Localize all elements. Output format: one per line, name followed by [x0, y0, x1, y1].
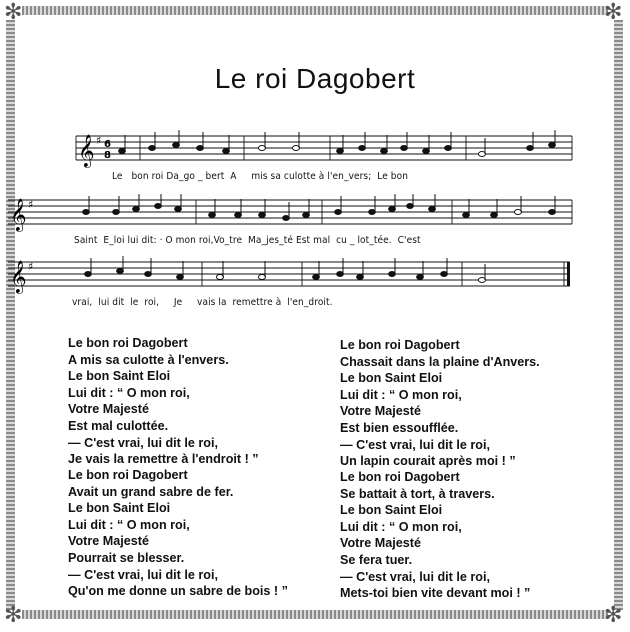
- verse-line: — C'est vrai, lui dit le roi,: [68, 567, 218, 582]
- verse-line: Lui dit : “ O mon roi,: [68, 517, 190, 532]
- verse-line: Votre Majesté: [68, 534, 149, 549]
- music-staff-2: [0, 194, 630, 236]
- verse-line: Qu'on me donne un sabre de bois ! ”: [68, 584, 288, 599]
- verse-line: — C'est vrai, lui dit le roi,: [340, 437, 490, 452]
- notes-staff-2: [83, 194, 556, 221]
- sharp-icon: ♯: [28, 260, 34, 273]
- right-border: [614, 20, 623, 610]
- verse-line: Je vais la remettre à l'endroit ! ”: [68, 452, 259, 467]
- music-staff-3: [0, 256, 630, 298]
- verse-line: Le bon roi Dagobert: [68, 468, 188, 482]
- verse-line: Pourrait se blesser.: [68, 550, 185, 565]
- verse-line: A mis sa culotte à l'envers.: [68, 352, 229, 367]
- lyrics-line-2: Saint E_loi lui dit: · O mon roi,Vo_tre Ma_jes_té Est mal cu _ lot_tée. C'est: [74, 235, 421, 246]
- verse-line: Votre Majesté: [340, 536, 421, 551]
- verse-3: [68, 467, 288, 600]
- lyrics-line-1: Le bon roi Da_go _ bert A mis sa culotte à l'en_vers; Le bon: [112, 171, 409, 182]
- verse-line: Lui dit : “ O mon roi,: [68, 385, 190, 400]
- top-border: [22, 6, 608, 15]
- snowflake-icon: ✻: [4, 0, 23, 25]
- treble-clef-icon: 𝄞: [10, 260, 27, 293]
- verse-line: Le bon Saint Eloi: [68, 501, 171, 516]
- notes-staff-3: [85, 256, 486, 283]
- verse-line: Avait un grand sabre de fer.: [68, 484, 234, 499]
- snowflake-icon: ✻: [4, 603, 23, 628]
- time-signature-top: 6: [104, 139, 111, 150]
- verse-line: Votre Majesté: [340, 404, 421, 419]
- verse-line: — C'est vrai, lui dit le roi,: [68, 435, 218, 450]
- treble-clef-icon: 𝄞: [78, 134, 95, 167]
- song-title: Le roi Dagobert: [214, 63, 416, 94]
- sharp-icon: ♯: [96, 134, 102, 147]
- verse-2: [340, 337, 540, 470]
- verse-line: Est bien essoufflée.: [340, 420, 459, 435]
- notes-staff-1: [119, 130, 556, 157]
- music-staff-1: [0, 130, 630, 172]
- verse-line: — C'est vrai, lui dit le roi,: [340, 569, 490, 584]
- verse-line: Votre Majesté: [68, 402, 149, 417]
- snowflake-icon: ✻: [604, 0, 623, 25]
- left-border: [6, 20, 15, 610]
- verse-line: Se battait à tort, à travers.: [340, 486, 495, 501]
- verse-line: Lui dit : “ O mon roi,: [340, 519, 462, 534]
- treble-clef-icon: 𝄞: [10, 198, 27, 231]
- snowflake-icon: ✻: [604, 603, 623, 628]
- verse-4: [340, 469, 530, 602]
- sharp-icon: ♯: [28, 198, 34, 211]
- time-signature-bottom: 8: [104, 150, 111, 161]
- verse-line: Le bon roi Dagobert: [340, 338, 460, 352]
- verse-line: Le bon roi Dagobert: [68, 336, 188, 350]
- verse-1: [68, 335, 259, 468]
- verse-line: Le bon Saint Eloi: [340, 503, 443, 518]
- verse-line: Le bon roi Dagobert: [340, 470, 460, 484]
- verse-line: Chassait dans la plaine d'Anvers.: [340, 354, 540, 369]
- lyrics-line-3: vrai, lui dit le roi, Je vais la remettre à l'en_droit.: [72, 297, 333, 308]
- verse-line: Mets-toi bien vite devant moi ! ”: [340, 586, 531, 601]
- verse-line: Lui dit : “ O mon roi,: [340, 387, 462, 402]
- verse-line: Se fera tuer.: [340, 552, 413, 567]
- verse-line: Est mal culottée.: [68, 418, 169, 433]
- verse-line: Un lapin courait après moi ! ”: [340, 454, 516, 469]
- verse-line: Le bon Saint Eloi: [340, 371, 443, 386]
- verse-line: Le bon Saint Eloi: [68, 369, 171, 384]
- bottom-border: [22, 610, 608, 619]
